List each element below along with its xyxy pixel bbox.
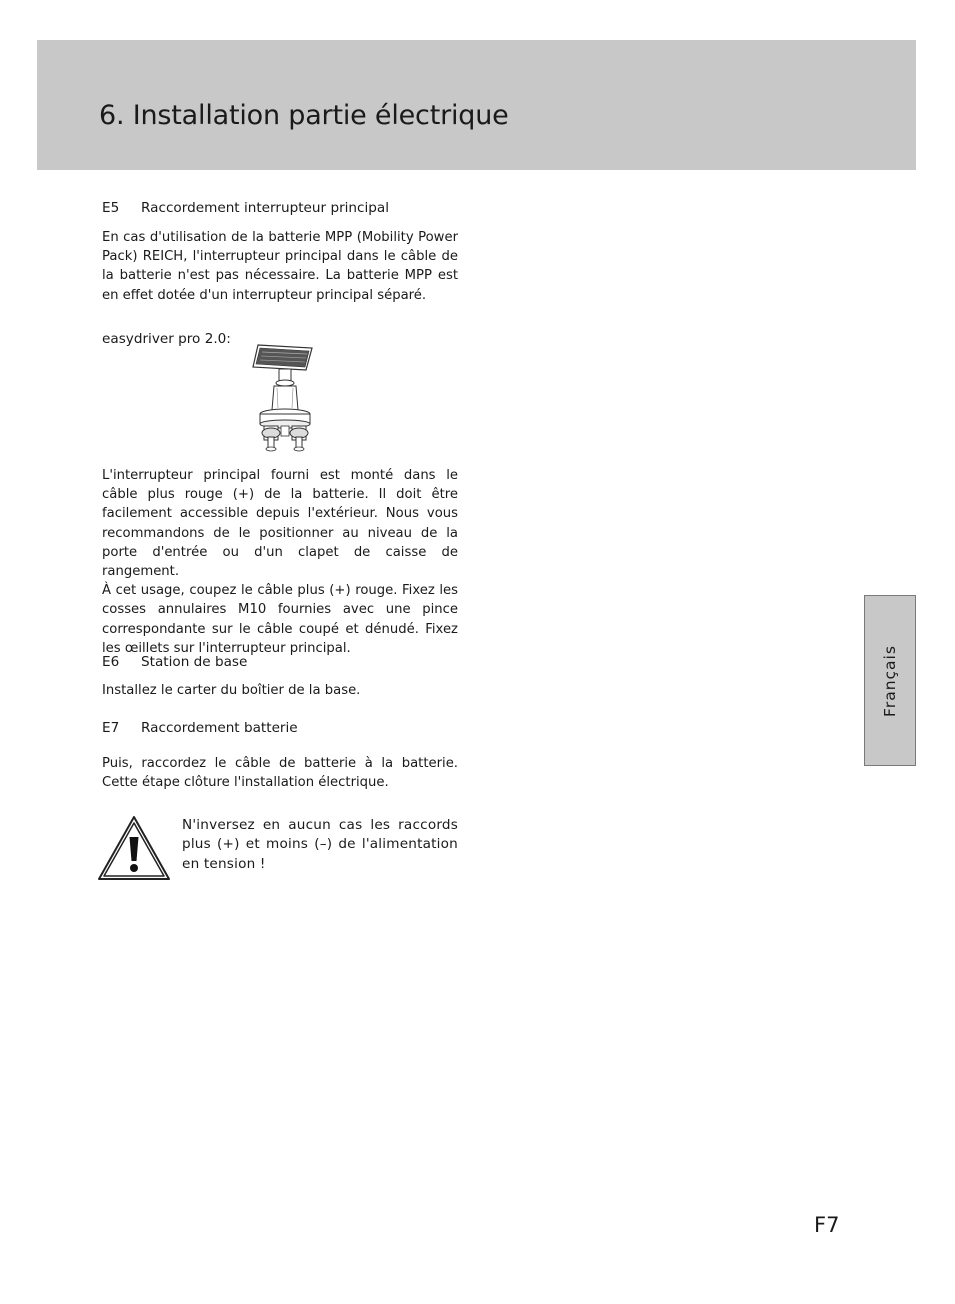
section-title: Station de base [141,654,248,670]
section-number: E5 [102,200,120,216]
page-number: F7 [814,1213,840,1237]
section-number: E6 [102,654,120,670]
e5-body-text-1: L'interrupteur principal fourni est monté dans le câble plus rouge (+) de la batterie. Il doit être facilement accessible depuis l'extérieur. Nous vous recommandons de le positionner au niveau de la porte d'entrée ou d'un clapet de caisse de rangement. [102,468,458,580]
header-band [37,40,916,170]
section-heading-e6 [102,653,247,672]
warning-triangle-icon [97,815,171,881]
section-title: Raccordement batterie [141,720,298,736]
language-tab-label: Français [881,644,899,717]
e5-intro-text: En cas d'utilisation de la batterie MPP (Mobility Power Pack) REICH, l'interrupteur principal dans le câble de la batterie n'est pas nécessaire. La batterie MPP est en effet dotée d'un interrupteur principal séparé. [102,230,458,303]
e7-body-text: Puis, raccordez le câble de batterie à la batterie. Cette étape clôture l'installation électrique. [102,756,458,791]
section-heading-e7 [102,719,298,738]
main-switch-illustration [250,342,320,454]
section-title: Raccordement interrupteur principal [141,200,390,216]
e6-body-text: Installez le carter du boîtier de la base. [102,683,361,698]
e5-body-text-2: À cet usage, coupez le câble plus (+) rouge. Fixez les cosses annulaires M10 fournies avec une pince correspondante sur le câble coupé et dénudé. Fixez les œillets sur l'interrupteur principal. [102,583,458,656]
section-heading-e5 [102,199,389,218]
e5-intro-paragraph [102,228,458,305]
switch-body-icon [260,386,310,451]
e5-body-paragraph [102,466,458,658]
warning-text: N'inversez en aucun cas les raccords plus (+) et moins (–) de l'alimentation en tension ! [182,817,458,872]
page-title: 6. Installation partie électrique [99,100,509,131]
e7-body-paragraph [102,754,458,792]
switch-key-icon [253,345,312,386]
e6-body-paragraph [102,681,458,700]
language-tab [864,595,916,766]
section-number: E7 [102,720,120,736]
product-label: easydriver pro 2.0: [102,331,231,347]
